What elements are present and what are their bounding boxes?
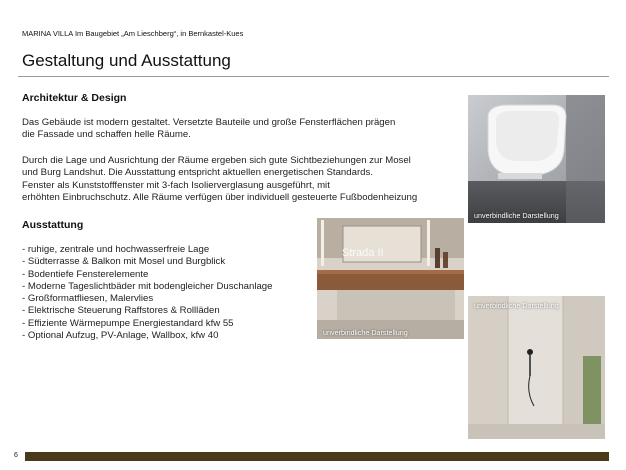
vanity-illustration xyxy=(317,218,464,339)
text-line: die Fassade und schaffen helle Räume. xyxy=(22,129,191,141)
list-item: - Effiziente Wärmepumpe Energiestandard kfw 55 xyxy=(22,317,234,329)
project-header: MARINA VILLA Im Baugebiet „Am Lieschberg“, in Bernkastel-Kues xyxy=(22,29,244,38)
text-line: Das Gebäude ist modern gestaltet. Versetzte Bauteile und große Fensterflächen prägen xyxy=(22,117,396,128)
image-caption: unverbindliche Darstellung xyxy=(474,211,559,220)
architecture-paragraph-2 xyxy=(22,155,417,205)
toilet-photo xyxy=(468,95,605,223)
features-list xyxy=(22,244,272,342)
image-caption: unverbindliche Darstellung xyxy=(474,301,559,310)
list-item: - Südterrasse & Balkon mit Mosel und Burgblick xyxy=(22,256,226,268)
page-title: Gestaltung und Ausstattung xyxy=(22,51,231,70)
page-number: 6 xyxy=(14,452,18,459)
footer-bar xyxy=(25,452,609,461)
list-item: - Moderne Tageslichtbäder mit bodengleicher Duschanlage xyxy=(22,280,273,292)
features-heading: Ausstattung xyxy=(22,219,84,231)
architecture-heading: Architektur & Design xyxy=(22,92,127,104)
vanity-brand-label: Strada II xyxy=(342,247,384,259)
list-item: - Großformatfliesen, Malervlies xyxy=(22,293,154,305)
list-item: - Elektrische Steuerung Raffstores & Rollläden xyxy=(22,305,220,317)
shower-photo xyxy=(468,296,605,439)
list-item: - Optional Aufzug, PV-Anlage, Wallbox, kfw 40 xyxy=(22,330,219,342)
toilet-illustration xyxy=(468,95,605,223)
list-item: - ruhige, zentrale und hochwasserfreie Lage xyxy=(22,244,210,255)
list-item: - Bodentiefe Fensterelemente xyxy=(22,268,149,280)
text-line: und Burg Landshut. Die Ausstattung entspricht aktuellen energetischen Standards. xyxy=(22,167,373,179)
text-line: Fenster als Kunststofffenster mit 3-fach Isolierverglasung ausgeführt, mit xyxy=(22,179,330,191)
title-divider xyxy=(18,76,609,77)
image-caption: unverbindliche Darstellung xyxy=(323,328,408,337)
vanity-photo xyxy=(317,218,464,339)
text-line: Durch die Lage und Ausrichtung der Räume ergeben sich gute Sichtbeziehungen zur Mosel xyxy=(22,155,411,166)
text-line: erhöhten Einbruchschutz. Alle Räume verfügen über individuell gesteuerte Fußbodenheizung xyxy=(22,192,418,204)
shower-illustration xyxy=(468,296,605,439)
architecture-paragraph-1 xyxy=(22,117,395,142)
